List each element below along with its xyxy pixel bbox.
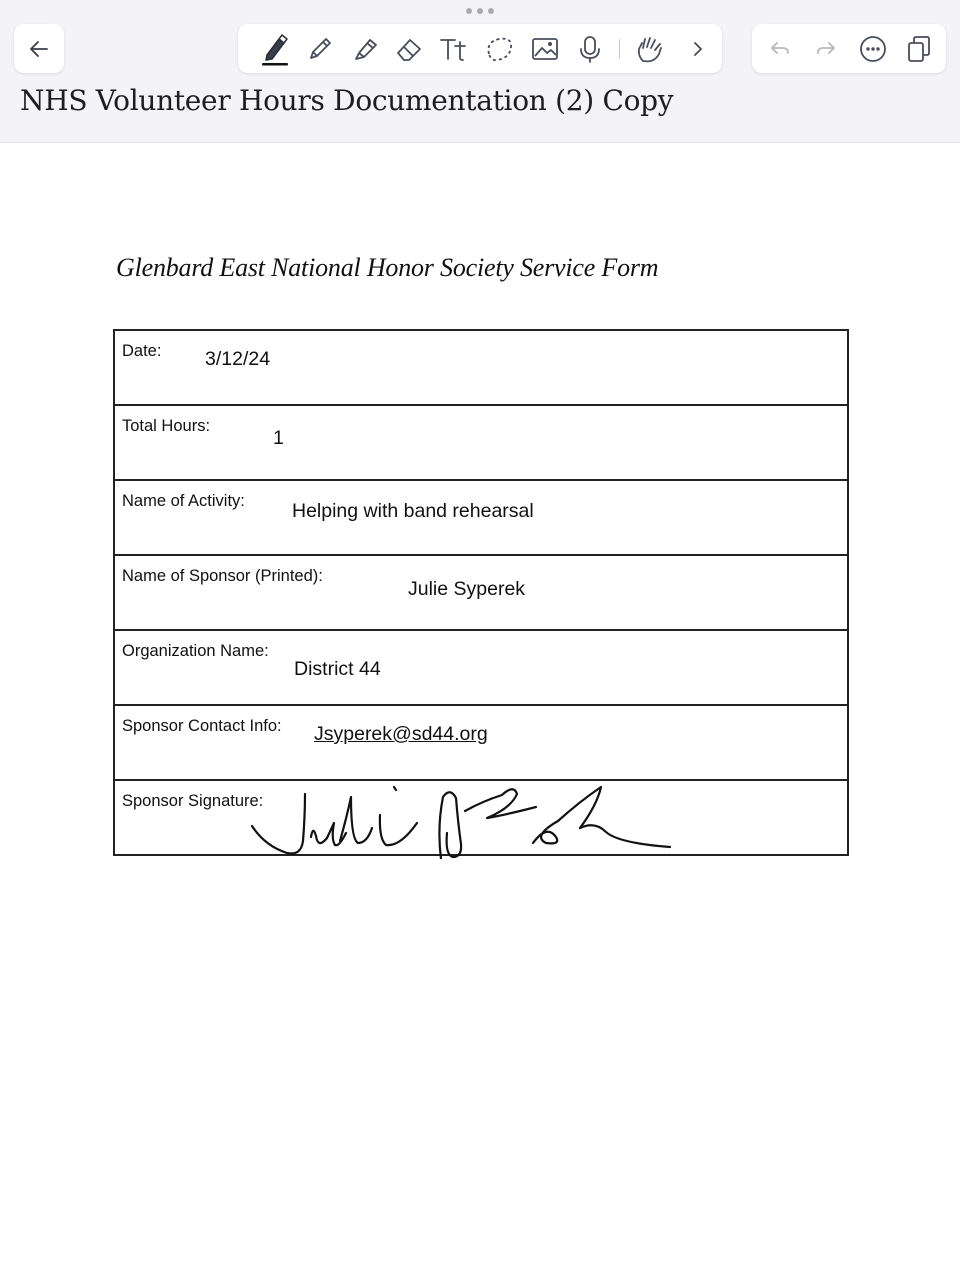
date-label: Date: bbox=[122, 342, 162, 360]
total-hours-label: Total Hours: bbox=[122, 417, 211, 435]
form-row-contact bbox=[114, 705, 848, 780]
hand-icon[interactable] bbox=[630, 24, 670, 73]
document-title: NHS Volunteer Hours Documentation (2) Copy bbox=[20, 84, 674, 117]
organization-value[interactable]: District 44 bbox=[294, 658, 381, 680]
microphone-icon[interactable] bbox=[572, 24, 608, 73]
sponsor-name-label: Name of Sponsor (Printed): bbox=[122, 567, 323, 585]
chevron-right-icon[interactable] bbox=[680, 24, 716, 73]
form-row-sponsor-name bbox=[114, 555, 848, 630]
form-row-organization bbox=[114, 630, 848, 705]
activity-label: Name of Activity: bbox=[122, 492, 245, 510]
tools-palette bbox=[238, 24, 722, 73]
redo-icon[interactable] bbox=[808, 24, 844, 73]
form-row-date bbox=[114, 330, 848, 405]
contact-email-link[interactable]: Jsyperek@sd44.org bbox=[314, 723, 488, 745]
undo-icon[interactable] bbox=[762, 24, 798, 73]
actions-palette bbox=[752, 24, 946, 73]
eraser-icon[interactable] bbox=[390, 24, 428, 73]
form-row-signature bbox=[114, 780, 848, 855]
contact-label: Sponsor Contact Info: bbox=[122, 717, 282, 735]
more-icon[interactable] bbox=[854, 24, 892, 73]
form-heading: Glenbard East National Honor Society Service Form bbox=[116, 253, 659, 282]
form-row-total-hours bbox=[114, 405, 848, 480]
signature-label: Sponsor Signature: bbox=[122, 792, 264, 810]
window-grabber-icon[interactable] bbox=[466, 8, 494, 16]
toolbar-divider bbox=[619, 39, 620, 59]
pencil-icon[interactable] bbox=[302, 24, 338, 73]
sponsor-signature-drawing bbox=[115, 781, 847, 859]
pages-icon[interactable] bbox=[900, 24, 938, 73]
sponsor-name-value[interactable]: Julie Syperek bbox=[408, 578, 526, 600]
text-icon[interactable] bbox=[436, 24, 472, 73]
back-button[interactable] bbox=[14, 24, 64, 73]
total-hours-value[interactable]: 1 bbox=[273, 427, 284, 449]
activity-value[interactable]: Helping with band rehearsal bbox=[292, 500, 534, 522]
image-icon[interactable] bbox=[526, 24, 564, 73]
pen-icon[interactable] bbox=[256, 24, 294, 73]
lasso-icon[interactable] bbox=[480, 24, 518, 73]
top-toolbar bbox=[0, 0, 960, 143]
service-form-table bbox=[113, 329, 849, 856]
highlighter-icon[interactable] bbox=[346, 24, 384, 73]
back-arrow-icon bbox=[14, 24, 64, 73]
organization-label: Organization Name: bbox=[122, 642, 269, 660]
date-value[interactable]: 3/12/24 bbox=[205, 348, 271, 370]
form-row-activity bbox=[114, 480, 848, 555]
